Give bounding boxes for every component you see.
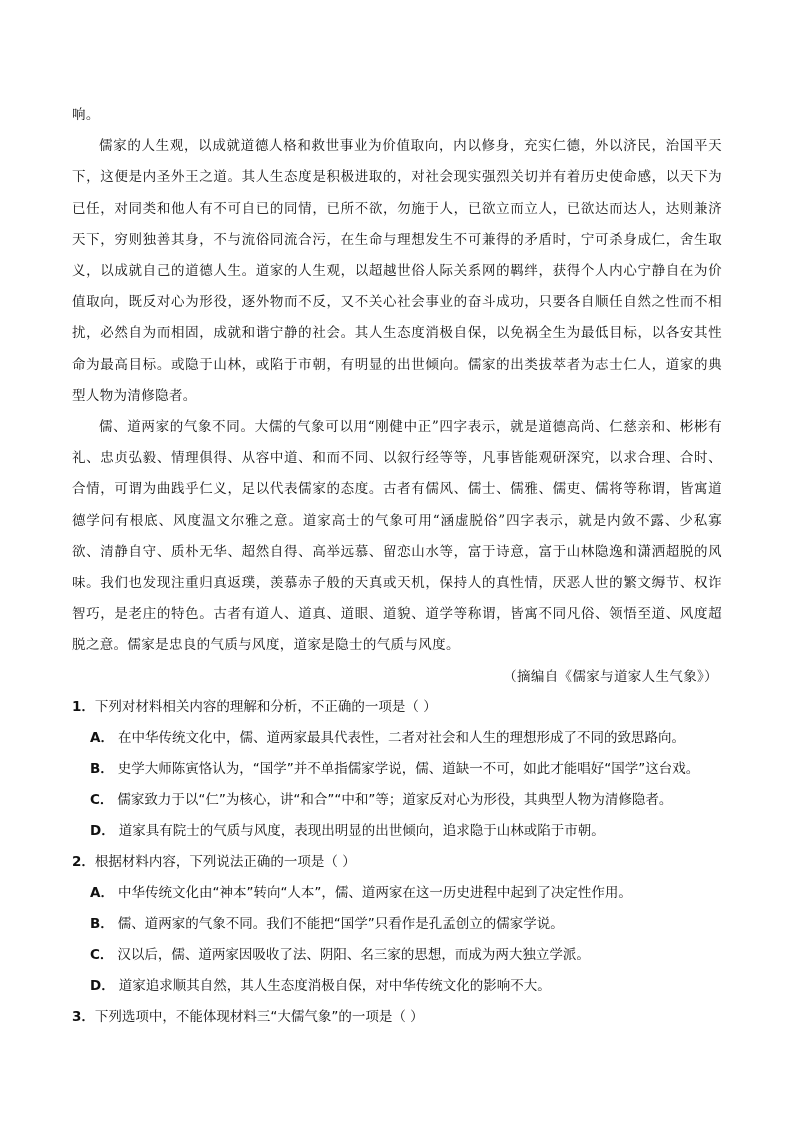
question-text: 下列选项中，不能体现材料三“大儒气象”的一项是（ ） xyxy=(94,1009,424,1025)
option-text: 儒家致力于以“仁”为核心，讲“和合”“中和”等；道家反对心为形役，其典型人物为清修隐者。 xyxy=(117,792,673,808)
question-text: 下列对材料相关内容的理解和分析，不正确的一项是（ ） xyxy=(94,699,437,715)
passage-source: （摘编自《儒家与道家人生气象》） xyxy=(503,668,718,685)
passage-paragraph-2: 儒、道两家的气象不同。大儒的气象可以用“刚健中正”四字表示，就是道德高尚、仁慈亲和、彬彬有礼、忠贞弘毅、情理俱得、从容中道、和而不同、以叙行经等等，凡事皆能观研深究，以求合理、合时、合情，可谓为曲践乎仁义，足以代表儒家的态度。古者有儒风、儒士、儒雅、儒吏、儒将等称谓，皆寓道德学问有根底、风度温文尔雅之意。道家高士的气象可用“涵虚脱俗”四字表示，就是内敛不露、少私寡欲、清静自守、质朴无华、超然自得、高举远慕、留恋山水等，富于诗意，富于山林隐逸和潇洒超脱的风味。我们也发现注重归真返璞，羡慕赤子般的天真或天机，保持人的真性情，厌恶人世的繁文缛节、权诈智巧，是老庄的特色。古者有道人、道真、道眼、道貌、道学等称谓，皆寓不同凡俗、领悟至道、风度超脱之意。儒家是忠良的气质与风度，道家是隐士的气质与风度。 xyxy=(72,419,722,654)
question-option xyxy=(72,723,732,754)
question-option xyxy=(72,971,732,1002)
option-text: 道家具有院士的气质与风度，表现出明显的出世倾向，追求隐于山林或陷于市朝。 xyxy=(118,823,605,839)
question-stem xyxy=(72,692,732,723)
question-2 xyxy=(72,847,732,1002)
question-stem xyxy=(72,847,732,878)
question-option xyxy=(72,940,732,971)
option-text: 在中华传统文化中，儒、道两家最具代表性，二者对社会和人生的理想形成了不同的致思路向。 xyxy=(117,730,685,746)
question-text: 根据材料内容，下列说法正确的一项是（ ） xyxy=(94,854,356,870)
option-letter: B． xyxy=(90,761,114,777)
option-letter: C． xyxy=(90,792,114,808)
option-text: 汉以后，儒、道两家因吸收了法、阴阳、名三家的思想，而成为两大独立学派。 xyxy=(117,947,590,963)
option-text: 儒、道两家的气象不同。我们不能把“国学”只看作是孔孟创立的儒家学说。 xyxy=(117,916,564,932)
question-number: 3． xyxy=(72,1009,95,1025)
question-number: 2． xyxy=(72,854,95,870)
option-text: 中华传统文化由“神本”转向“人本”，儒、道两家在这一历史进程中起到了决定性作用。 xyxy=(117,885,632,901)
question-option xyxy=(72,754,732,785)
option-letter: A． xyxy=(90,885,114,901)
question-list xyxy=(72,692,732,1033)
option-letter: C． xyxy=(90,947,114,963)
option-text: 史学大师陈寅恪认为，“国学”并不单指儒家学说，儒、道缺一不可，如此才能唱好“国学”这台戏。 xyxy=(117,761,700,777)
option-letter: B． xyxy=(90,916,114,932)
question-number: 1． xyxy=(72,699,95,715)
reading-passage xyxy=(72,100,722,693)
question-option xyxy=(72,878,732,909)
question-stem xyxy=(72,1002,732,1033)
question-3 xyxy=(72,1002,732,1033)
question-option xyxy=(72,909,732,940)
option-letter: D． xyxy=(90,978,115,994)
option-text: 道家追求顺其自然，其人生态度消极自保，对中华传统文化的影响不大。 xyxy=(118,978,551,994)
option-letter: D． xyxy=(90,823,115,839)
question-option xyxy=(72,785,732,816)
passage-paragraph-1: 儒家的人生观，以成就道德人格和救世事业为价值取向，内以修身，充实仁德，外以济民，治国平天下，这便是内圣外王之道。其人生态度是积极进取的，对社会现实强烈关切并有着历史使命感，以天下为已任，对同类和他人有不可自已的同情，已所不欲，勿施于人，已欲立而立人，已欲达而达人，达则兼济天下，穷则独善其身，不与流俗同流合污，在生命与理想发生不可兼得的矛盾时，宁可杀身成仁，舍生取义，以成就自己的道德人生。道家的人生观，以超越世俗人际关系网的羁绊，获得个人内心宁静自在为价值取向，既反对心为形役，逐外物而不反，又不关心社会事业的奋斗成功，只要各自顺任自然之性而不相扰，必然自为而相固，成就和谐宁静的社会。其人生态度消极自保，以免祸全生为最低目标，以各安其性命为最高目标。或隐于山林，或陷于市朝，有明显的出世倾向。儒家的出类拔萃者为志士仁人，道家的典型人物为清修隐者。 xyxy=(72,138,722,404)
option-letter: A． xyxy=(90,730,114,746)
question-1 xyxy=(72,692,732,847)
passage-paragraph-0: 响。 xyxy=(72,107,100,123)
question-option xyxy=(72,816,732,847)
